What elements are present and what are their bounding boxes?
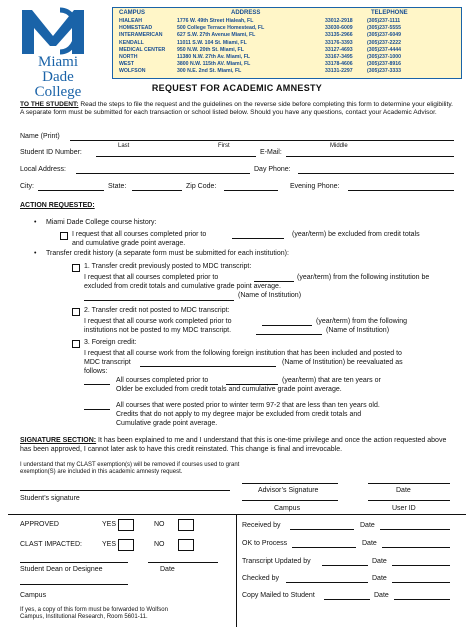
student-signature-label: Student’s signature — [20, 495, 80, 502]
approved-label: APPROVED — [20, 521, 59, 528]
option3b-line2: Credits that do not apply to my degree major be excluded from credit totals and — [116, 411, 362, 418]
checked-date-label: Date — [372, 575, 387, 582]
option2-line2a: institutions not be posted to my MDC transcript. — [84, 327, 232, 334]
checked-date-field[interactable] — [392, 582, 450, 583]
clast-impacted-label: CLAST IMPACTED: — [20, 541, 82, 548]
transcript-updated-label: Transcript Updated by — [242, 558, 311, 565]
campus-campus: HIALEAH — [119, 18, 143, 24]
campus-phone: (305)237-1000 — [367, 54, 402, 60]
option1-year-term-field[interactable] — [254, 281, 294, 282]
approved-yes-checkbox[interactable] — [118, 519, 134, 531]
copy-mailed-field[interactable] — [324, 599, 370, 600]
option1-institution-caption: (Name of Institution) — [238, 292, 302, 299]
received-by-label: Received by — [242, 522, 281, 529]
campus-zip: 33131-2297 — [325, 68, 353, 75]
telephone-column-header: TELEPHONE — [371, 10, 408, 16]
clast-yes-checkbox[interactable] — [118, 539, 134, 551]
campus-address: 1776 W. 49th Street Hialeah, FL — [177, 18, 254, 24]
ok-date-field[interactable] — [382, 547, 450, 548]
campus-address: 11011 S.W. 104 St. Miami, FL — [177, 39, 247, 46]
day-phone-label: Day Phone: — [254, 166, 291, 173]
campus-address: 3800 N.W. 115th AV. Miami, FL — [177, 61, 251, 68]
option2-year-term-field[interactable] — [262, 325, 312, 326]
received-date-field[interactable] — [380, 529, 450, 530]
option1-institution-field[interactable] — [84, 300, 234, 301]
advisor-signature-field[interactable] — [242, 483, 338, 484]
campus-row — [119, 54, 457, 60]
option3-institution-field[interactable] — [140, 366, 276, 367]
campus-campus: MEDICAL CENTER — [119, 46, 166, 53]
bullet-icon: • — [34, 219, 37, 226]
state-label: State: — [108, 183, 127, 190]
option1-line1a: I request that all courses completed prior to — [84, 274, 219, 281]
campus-phone: (305)237-8916 — [367, 61, 402, 68]
campus-phone: (305)237-3333 — [367, 68, 402, 75]
campus-zip: 33135-2966 — [325, 32, 353, 39]
state-field[interactable] — [132, 190, 182, 191]
opt-a-line1b-text: (year/term) be excluded from credit totals — [292, 231, 420, 238]
campus-label: Campus — [274, 505, 301, 512]
middle-name-caption: Middle — [330, 143, 348, 149]
campus-campus: NORTH — [119, 54, 138, 60]
option2-checkbox[interactable] — [72, 308, 80, 316]
action-heading: ACTION REQUESTED: — [20, 202, 95, 209]
column-divider — [236, 515, 237, 627]
evening-phone-label: Evening Phone: — [290, 183, 340, 190]
mdc-history-label: Miami Dade College course history: — [46, 219, 157, 226]
campus-campus: HOMESTEAD — [119, 25, 153, 32]
last-name-caption: Last — [118, 143, 130, 149]
option3-line2a: MDC transcript — [84, 359, 131, 366]
address-column-header: ADDRESS — [231, 10, 261, 16]
campus-campus: WOLFSON — [119, 68, 146, 75]
option3-checkbox[interactable] — [72, 340, 80, 348]
transcript-updated-field[interactable] — [322, 565, 368, 566]
campus-row — [119, 61, 457, 67]
signature-text: It has been explained to me and I understand that this is one-time privilege and once the action requested above has been approved, I cannot later ask to have this credit reinstated. This change is final and irrevocable. — [20, 437, 447, 453]
first-name-caption: First — [218, 143, 230, 149]
mdc-exclude-checkbox[interactable] — [60, 232, 68, 240]
transfer-history-label: Transfer credit history (a separate form must be submitted for each institution): — [46, 250, 289, 257]
intro-heading: TO THE STUDENT: — [20, 101, 79, 108]
received-by-field[interactable] — [290, 529, 354, 530]
advisor-date-field[interactable] — [368, 483, 450, 484]
option3-line1: I request that all course work from the following foreign institution that has been included and posted to — [84, 350, 402, 357]
campus-column-header: CAMPUS — [119, 10, 146, 16]
campus-campus: KENDALL — [119, 39, 144, 46]
office-campus-label: Campus — [20, 592, 47, 599]
campus-zip: 33030-6009 — [325, 25, 353, 32]
received-date-label: Date — [360, 522, 375, 529]
transcript-date-label: Date — [372, 558, 387, 565]
approved-no-checkbox[interactable] — [178, 519, 194, 531]
dean-signature-field[interactable] — [20, 562, 128, 563]
option2-title: 2. Transfer credit not posted to MDC transcript: — [84, 307, 230, 314]
clast-yes-label: YES — [102, 541, 117, 548]
email-field[interactable] — [286, 156, 454, 157]
user-id-field[interactable] — [368, 500, 450, 501]
college-name-line1: Miami Dade — [38, 54, 78, 85]
option3b-mark-field[interactable] — [84, 409, 110, 410]
campus-row — [119, 32, 457, 38]
student-signature-field[interactable] — [20, 490, 230, 491]
name-field[interactable] — [70, 140, 454, 141]
option3a-mark-field[interactable] — [84, 384, 110, 385]
campus-zip: 33167-3495 — [325, 54, 353, 60]
option2-institution-caption: (Name of Institution) — [326, 327, 390, 334]
city-field[interactable] — [38, 190, 104, 191]
option3-line2b: (Name of Institution) be reevaluated as — [282, 359, 403, 366]
checked-by-field[interactable] — [286, 582, 368, 583]
ok-to-process-label: OK to Process — [242, 540, 288, 547]
intro-paragraph — [20, 101, 454, 117]
campus-row — [119, 18, 457, 24]
opt-a-year-term-field[interactable] — [232, 238, 284, 239]
city-label: City: — [20, 183, 34, 190]
copy-mailed-date-label: Date — [374, 592, 389, 599]
opt-a-line1-text: I request that all courses completed prior to — [72, 231, 207, 238]
option3a-line1a: All courses completed prior to — [116, 377, 209, 384]
campus-campus: WEST — [119, 61, 134, 68]
signature-heading: SIGNATURE SECTION: — [20, 437, 97, 444]
advisor-date-label: Date — [396, 487, 411, 494]
campus-address: 11380 N.W. 27th Av. Miami, FL — [177, 54, 251, 60]
local-address-label: Local Address: — [20, 166, 66, 173]
ok-date-label: Date — [362, 540, 377, 547]
option1-line1b: (year/term) from the following institution be — [297, 274, 430, 281]
option1-title: 1. Transfer credit previously posted to MDC transcript: — [84, 263, 252, 270]
office-campus-field[interactable] — [20, 584, 128, 585]
campus-campus: INTERAMERICAN — [119, 32, 163, 39]
option1-checkbox[interactable] — [72, 264, 80, 272]
student-id-field[interactable] — [96, 156, 256, 157]
section-divider — [8, 514, 466, 515]
college-logo-icon — [20, 6, 86, 56]
checked-by-label: Checked by — [242, 575, 279, 582]
email-label: E-Mail: — [260, 149, 282, 156]
intro-text: Read the steps to file the request and the guidelines on the reverse side before completing this form to determine your eligibility. A separate form must be submitted for each transaction or school listed below. Should you have any questions, contact your Academic Advisor. — [20, 101, 453, 116]
clast-note: I understand that my CLAST exemption(s) will be removed if courses used to grant exemption(S) are included in this academic amnesty request. — [20, 462, 240, 475]
zip-field[interactable] — [224, 190, 278, 191]
form-title: REQUEST FOR ACADEMIC AMNESTY — [151, 83, 323, 93]
clast-no-checkbox[interactable] — [178, 539, 194, 551]
ok-to-process-field[interactable] — [292, 547, 356, 548]
college-name-line2: College — [34, 84, 82, 100]
campus-phone: (305)237-5555 — [367, 25, 402, 32]
campus-field[interactable] — [242, 500, 338, 501]
zip-label: Zip Code: — [186, 183, 217, 190]
copy-mailed-date-field[interactable] — [394, 599, 450, 600]
option3b-line1: All courses that were posted prior to winter term 97-2 that are less than ten years old. — [116, 402, 380, 409]
campus-address: 300 N.E. 2nd St. Miami, FL — [177, 68, 242, 75]
campus-address: 627 S.W. 27th Avenue Miami, FL — [177, 32, 256, 39]
option3a-line2: Older be excluded from credit totals and cumulative grade point average. — [116, 386, 342, 393]
campus-address: 950 N.W. 20th St. Miami, FL — [177, 46, 244, 53]
campus-address: 500 College Terrace Homestead, FL — [177, 25, 265, 32]
user-id-label: User ID — [392, 505, 416, 512]
campus-row — [119, 25, 457, 31]
forwarding-footnote: If yes, a copy of this form must be forwarded to Wolfson Campus, Institutional Research, Room 5601-11. — [20, 607, 168, 620]
bullet-icon: • — [34, 250, 37, 257]
dean-date-field[interactable] — [148, 562, 218, 563]
campus-phone: (305)237-1111 — [367, 18, 401, 24]
student-dean-label: Student Dean or Designee — [20, 566, 103, 573]
option2-institution-field[interactable] — [256, 334, 322, 335]
signature-paragraph — [20, 437, 454, 454]
student-id-label: Student ID Number: — [20, 149, 82, 156]
campus-phone: (305)237-4444 — [367, 46, 402, 53]
campus-row — [119, 40, 457, 46]
campus-zip: 33176-3393 — [325, 39, 353, 46]
approved-no-label: NO — [154, 521, 165, 528]
campus-phone: (305)237-6049 — [367, 32, 402, 39]
advisor-signature-label: Advisor’s Signature — [258, 487, 319, 494]
opt-a-line2-text: and cumulative grade point average. — [72, 240, 186, 247]
option2-line1b: (year/term) from the following — [316, 318, 408, 325]
campus-zip: 33127-4693 — [325, 46, 353, 53]
option1-line2: excluded from credit totals and cumulative grade point average. — [84, 283, 281, 290]
option3a-line1b: (year/term) that are ten years or — [282, 377, 381, 384]
college-name — [24, 55, 92, 100]
dean-date-label: Date — [160, 566, 175, 573]
campus-row — [119, 68, 457, 74]
day-phone-field[interactable] — [298, 173, 454, 174]
option3-title: 3. Foreign credit: — [84, 339, 137, 346]
option3b-line3: Cumulative grade point average. — [116, 420, 218, 427]
campus-zip: 33178-4606 — [325, 61, 353, 68]
campus-directory — [112, 7, 462, 79]
campus-zip: 33012-2918 — [325, 18, 353, 24]
campus-phone: (305)237-2222 — [367, 39, 402, 46]
option3a-year-term-field[interactable] — [226, 384, 278, 385]
copy-mailed-label: Copy Mailed to Student — [242, 592, 315, 599]
campus-row — [119, 47, 457, 53]
local-address-field[interactable] — [76, 173, 250, 174]
evening-phone-field[interactable] — [348, 190, 454, 191]
option3-line3: follows: — [84, 368, 108, 375]
option2-line1a: I request that all course work completed prior to — [84, 318, 232, 325]
name-label: Name (Print) — [20, 133, 60, 140]
approved-yes-label: YES — [102, 521, 117, 528]
transcript-date-field[interactable] — [392, 565, 450, 566]
clast-no-label: NO — [154, 541, 165, 548]
